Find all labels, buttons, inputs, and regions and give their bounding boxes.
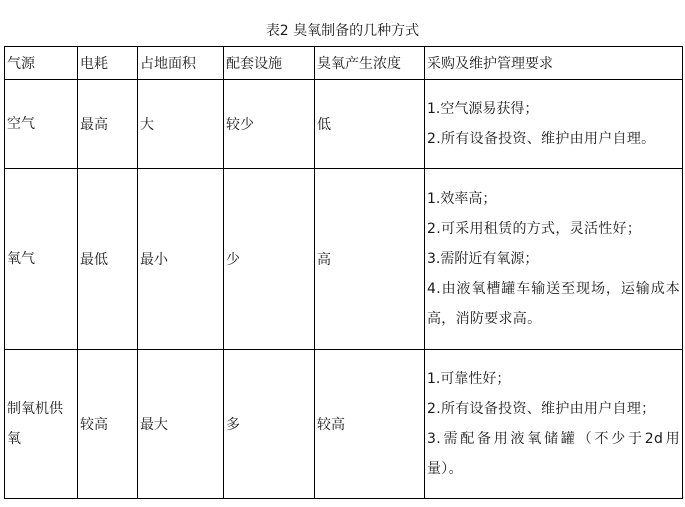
cell-ozone-concentration: 较高 — [315, 350, 425, 499]
cell-supporting-facilities: 较少 — [224, 80, 315, 169]
cell-requirements — [425, 169, 683, 350]
cell-power-consumption: 最高 — [78, 80, 138, 169]
cell-gas-source — [5, 169, 78, 350]
table-row — [5, 169, 683, 350]
requirement-item: 2.所有设备投资、维护由用户自理。 — [427, 131, 656, 147]
requirement-item: 3.需配备用液氧储罐（不少于2d用量）。 — [427, 431, 680, 477]
cell-power-consumption: 最低 — [78, 169, 138, 350]
header-floor-area: 占地面积 — [138, 47, 224, 80]
cell-requirements — [425, 80, 683, 169]
cell-power-consumption: 较高 — [78, 350, 138, 499]
table-row — [5, 80, 683, 169]
cell-supporting-facilities: 少 — [224, 169, 315, 350]
gas-source-text: 制氧机供氧 — [7, 401, 63, 447]
header-power-consumption: 电耗 — [78, 47, 138, 80]
cell-requirements — [425, 350, 683, 499]
header-supporting-facilities: 配套设施 — [224, 47, 315, 80]
requirement-item: 2.所有设备投资、维护由用户自理； — [427, 401, 656, 417]
requirement-item: 2.可采用租赁的方式，灵活性好； — [427, 221, 642, 237]
requirement-item: 1.空气源易获得； — [427, 101, 539, 117]
header-gas-source: 气源 — [5, 47, 78, 80]
cell-supporting-facilities: 多 — [224, 350, 315, 499]
cell-floor-area: 大 — [138, 80, 224, 169]
gas-source-text: 空气 — [7, 116, 35, 132]
cell-ozone-concentration: 高 — [315, 169, 425, 350]
requirement-item: 4.由液氧槽罐车输送至现场，运输成本高，消防要求高。 — [427, 281, 680, 327]
cell-gas-source — [5, 80, 78, 169]
header-procurement-maintenance: 采购及维护管理要求 — [425, 47, 683, 80]
cell-floor-area: 最大 — [138, 350, 224, 499]
cell-ozone-concentration: 低 — [315, 80, 425, 169]
requirement-item: 1.可靠性好； — [427, 371, 511, 387]
gas-source-text: 氧气 — [7, 251, 35, 267]
requirement-item: 3.需附近有氧源； — [427, 251, 539, 267]
table-row — [5, 350, 683, 499]
ozone-preparation-table — [4, 46, 683, 499]
requirement-item: 1.效率高； — [427, 191, 497, 207]
cell-floor-area: 最小 — [138, 169, 224, 350]
table-caption: 表2 臭氧制备的几种方式 — [265, 23, 420, 39]
header-ozone-concentration: 臭氧产生浓度 — [315, 47, 425, 80]
table-header-row — [5, 47, 683, 80]
cell-gas-source — [5, 350, 78, 499]
